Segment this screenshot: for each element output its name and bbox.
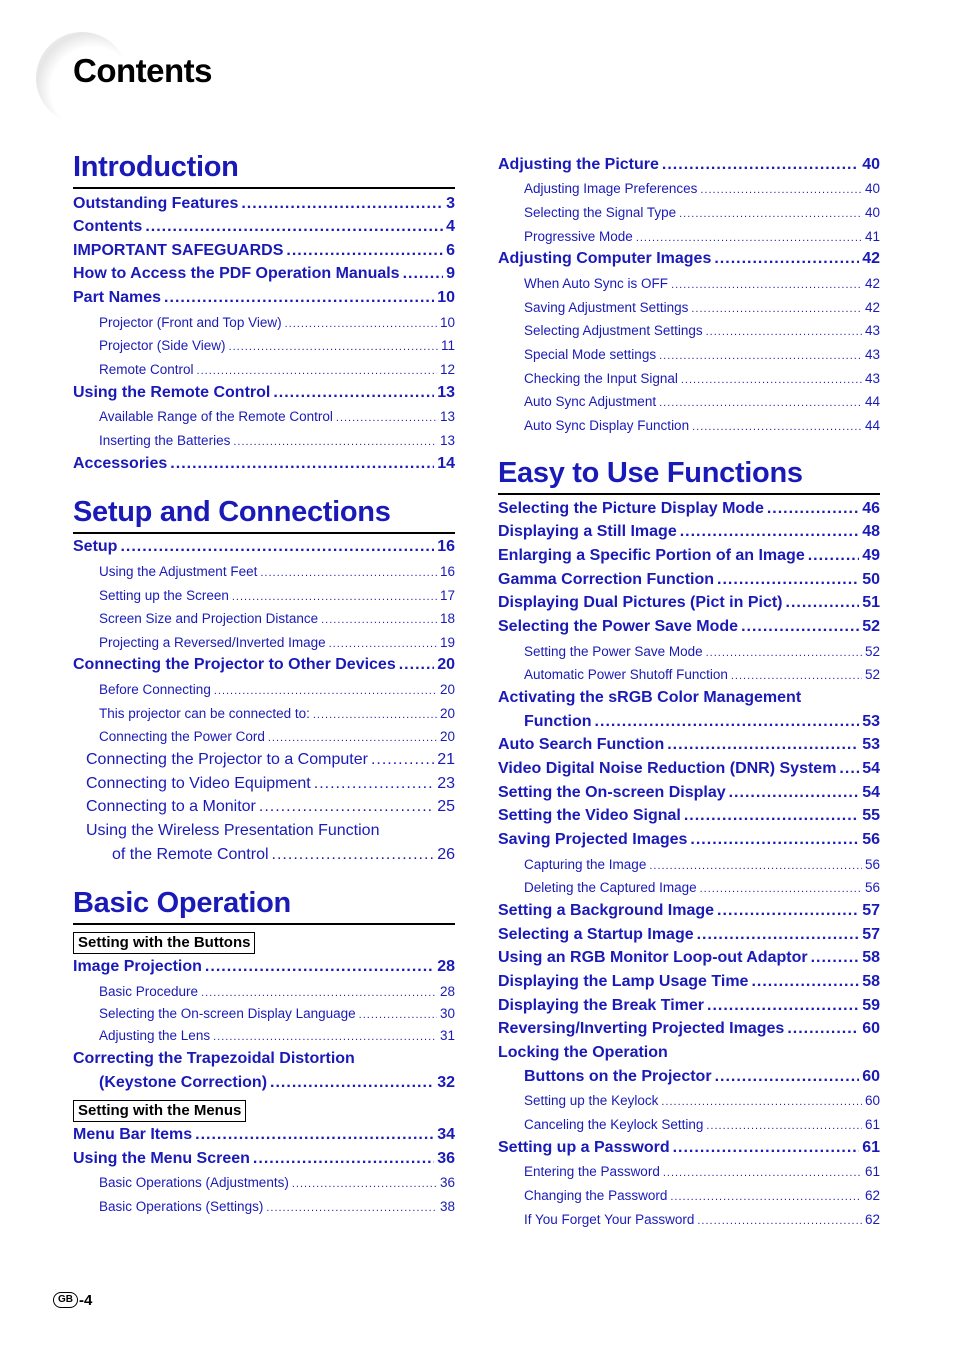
toc-entry[interactable]: Adjusting Computer Images ..... 42 (498, 250, 880, 270)
toc-entry[interactable]: (Keystone Correction) ..... 32 (73, 1074, 455, 1094)
toc-subentry[interactable]: Screen Size and Projection Distance ..... 18 (73, 611, 455, 629)
toc-entry[interactable]: Setting a Background Image ..... 57 (498, 902, 880, 922)
section-title-basic-operation: Basic Operation (73, 886, 455, 925)
toc-entry[interactable]: Menu Bar Items ..... 34 (73, 1126, 455, 1146)
toc-subentry[interactable]: Auto Sync Adjustment ..... 44 (498, 394, 880, 412)
toc-subentry[interactable]: Automatic Power Shutoff Function ..... 52 (498, 667, 880, 685)
toc-entry[interactable]: IMPORTANT SAFEGUARDS ..... 6 (73, 242, 455, 262)
toc-entry[interactable]: Function ..... 53 (498, 713, 880, 733)
toc-subentry[interactable]: Changing the Password ..... 62 (498, 1188, 880, 1206)
toc-entry[interactable]: Correcting the Trapezoidal Distortion (73, 1050, 355, 1067)
toc-entry[interactable]: Buttons on the Projector ..... 60 (498, 1068, 880, 1088)
toc-entry[interactable]: Adjusting the Picture ..... 40 (498, 156, 880, 176)
toc-subentry[interactable]: Available Range of the Remote Control ..... 13 (73, 409, 455, 427)
toc-entry[interactable]: Displaying the Lamp Usage Time ..... 58 (498, 973, 880, 993)
toc-entry[interactable]: Displaying Dual Pictures (Pict in Pict) ..... 51 (498, 594, 880, 614)
toc-subentry[interactable]: Saving Adjustment Settings ..... 42 (498, 300, 880, 318)
section-title-easy-to-use-functions: Easy to Use Functions (498, 456, 880, 495)
toc-subentry[interactable]: Adjusting the Lens ..... 31 (73, 1028, 455, 1046)
toc-entry[interactable]: Part Names ..... 10 (73, 289, 455, 309)
toc-entry[interactable]: of the Remote Control ..... 26 (73, 846, 455, 866)
toc-entry[interactable]: Setting the Video Signal ..... 55 (498, 807, 880, 827)
toc-subentry[interactable]: Adjusting Image Preferences ..... 40 (498, 181, 880, 199)
toc-entry[interactable]: Activating the sRGB Color Management (498, 689, 802, 706)
toc-subentry[interactable]: Auto Sync Display Function ..... 44 (498, 418, 880, 436)
toc-entry[interactable]: Connecting the Projector to a Computer ..... 21 (73, 751, 455, 771)
setting-with-buttons-box: Setting with the Buttons (73, 932, 255, 954)
toc-entry[interactable]: Accessories ..... 14 (73, 455, 455, 475)
toc-entry[interactable]: Using the Wireless Presentation Function (86, 822, 380, 839)
toc-entry[interactable]: Connecting to a Monitor ..... 25 (73, 798, 455, 818)
toc-entry[interactable]: Outstanding Features ..... 3 (73, 195, 455, 215)
toc-subentry[interactable]: Projector (Side View) ..... 11 (73, 338, 455, 356)
toc-subentry[interactable]: Setting the Power Save Mode ..... 52 (498, 644, 880, 662)
section-title-setup-and-connections: Setup and Connections (73, 495, 455, 534)
toc-entry[interactable]: Enlarging a Specific Portion of an Image ..... 49 (498, 547, 880, 567)
toc-entry[interactable]: Gamma Correction Function ..... 50 (498, 571, 880, 591)
toc-entry[interactable]: Displaying the Break Timer ..... 59 (498, 997, 880, 1017)
toc-subentry[interactable]: Basic Procedure ..... 28 (73, 984, 455, 1002)
toc-subentry[interactable]: Canceling the Keylock Setting ..... 61 (498, 1117, 880, 1135)
toc-entry[interactable]: Selecting a Startup Image ..... 57 (498, 926, 880, 946)
toc-entry[interactable]: Saving Projected Images ..... 56 (498, 831, 880, 851)
toc-entry[interactable]: How to Access the PDF Operation Manuals ..... 9 (73, 265, 455, 285)
toc-subentry[interactable]: Capturing the Image ..... 56 (498, 857, 880, 875)
toc-entry[interactable]: Video Digital Noise Reduction (DNR) System ..... 54 (498, 760, 880, 780)
toc-subentry[interactable]: Progressive Mode ..... 41 (498, 229, 880, 247)
toc-subentry[interactable]: Basic Operations (Adjustments) ..... 36 (73, 1175, 455, 1193)
toc-subentry[interactable]: Selecting Adjustment Settings ..... 43 (498, 323, 880, 341)
toc-entry[interactable]: Connecting to Video Equipment ..... 23 (73, 775, 455, 795)
toc-entry[interactable]: Image Projection ..... 28 (73, 958, 455, 978)
toc-subentry[interactable]: Inserting the Batteries ..... 13 (73, 433, 455, 451)
toc-subentry[interactable]: Projecting a Reversed/Inverted Image ..... 19 (73, 635, 455, 653)
toc-subentry[interactable]: Setting up the Screen ..... 17 (73, 588, 455, 606)
toc-entry[interactable]: Reversing/Inverting Projected Images ..... 60 (498, 1020, 880, 1040)
toc-subentry[interactable]: Deleting the Captured Image ..... 56 (498, 880, 880, 898)
toc-entry[interactable]: Contents ..... 4 (73, 218, 455, 238)
toc-subentry[interactable]: Basic Operations (Settings) ..... 38 (73, 1199, 455, 1217)
toc-subentry[interactable]: Selecting the On-screen Display Language ..... 30 (73, 1006, 455, 1024)
page-title: Contents (73, 52, 212, 89)
toc-subentry[interactable]: Setting up the Keylock ..... 60 (498, 1093, 880, 1111)
page-footer (53, 1290, 92, 1310)
toc-entry[interactable]: Auto Search Function ..... 53 (498, 736, 880, 756)
toc-subentry[interactable]: Special Mode settings ..... 43 (498, 347, 880, 365)
toc-subentry[interactable]: Entering the Password ..... 61 (498, 1164, 880, 1182)
toc-entry[interactable]: Displaying a Still Image ..... 48 (498, 523, 880, 543)
page-number: -4 (79, 1291, 93, 1309)
toc-entry[interactable]: Setup ..... 16 (73, 538, 455, 558)
toc-subentry[interactable]: Before Connecting ..... 20 (73, 682, 455, 700)
toc-entry[interactable]: Setting the On-screen Display ..... 54 (498, 784, 880, 804)
toc-entry[interactable]: Locking the Operation (498, 1044, 668, 1061)
toc-subentry[interactable]: Checking the Input Signal ..... 43 (498, 371, 880, 389)
toc-entry[interactable]: Selecting the Picture Display Mode ..... 46 (498, 500, 880, 520)
toc-subentry[interactable]: This projector can be connected to: ..... 20 (73, 706, 455, 724)
toc-subentry[interactable]: Remote Control ..... 12 (73, 362, 455, 380)
toc-subentry[interactable]: Using the Adjustment Feet ..... 16 (73, 564, 455, 582)
toc-entry[interactable]: Setting up a Password ..... 61 (498, 1139, 880, 1159)
gb-language-badge: GB (53, 1292, 78, 1308)
setting-with-menus-box: Setting with the Menus (73, 1100, 246, 1122)
toc-subentry[interactable]: If You Forget Your Password ..... 62 (498, 1212, 880, 1230)
toc-entry[interactable]: Using the Menu Screen ..... 36 (73, 1150, 455, 1170)
toc-entry[interactable]: Selecting the Power Save Mode ..... 52 (498, 618, 880, 638)
toc-subentry[interactable]: Selecting the Signal Type ..... 40 (498, 205, 880, 223)
section-title-introduction: Introduction (73, 150, 455, 189)
toc-subentry[interactable]: When Auto Sync is OFF ..... 42 (498, 276, 880, 294)
toc-entry[interactable]: Connecting the Projector to Other Devices ..... 20 (73, 656, 455, 676)
toc-subentry[interactable]: Connecting the Power Cord ..... 20 (73, 729, 455, 747)
toc-entry[interactable]: Using the Remote Control ..... 13 (73, 384, 455, 404)
toc-entry[interactable]: Using an RGB Monitor Loop-out Adaptor ..... 58 (498, 949, 880, 969)
toc-subentry[interactable]: Projector (Front and Top View) ..... 10 (73, 315, 455, 333)
